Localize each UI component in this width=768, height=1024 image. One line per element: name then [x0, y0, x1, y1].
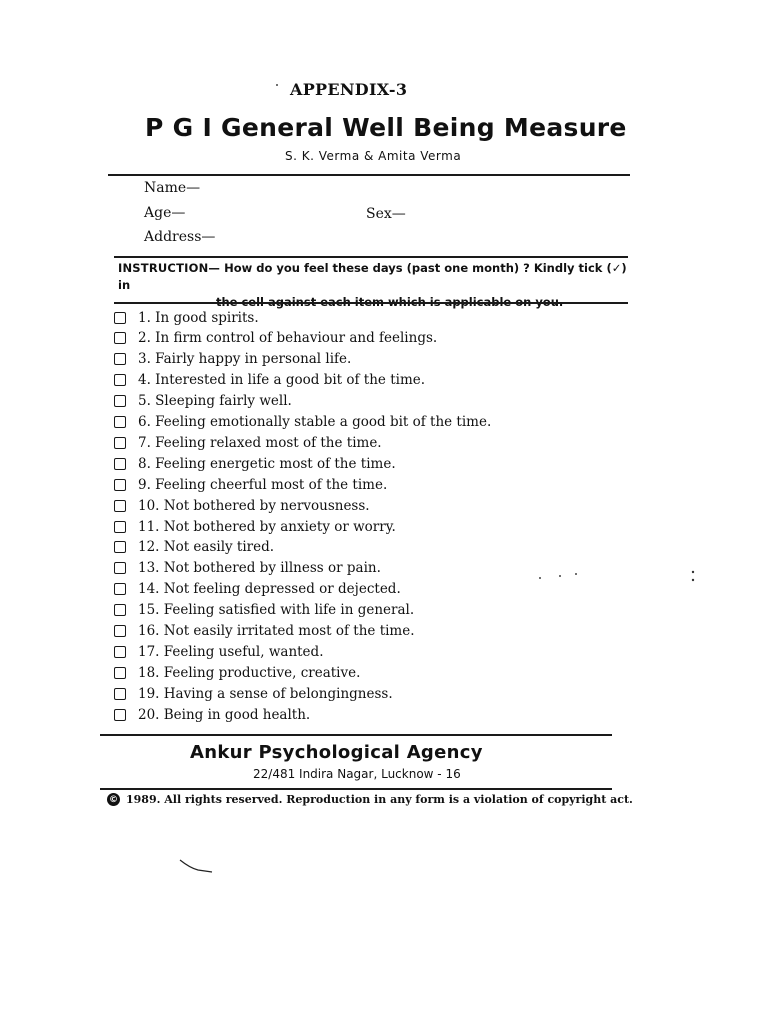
item-label: 14. Not feeling depressed or dejected.: [138, 581, 401, 598]
agency-address: 22/481 Indira Nagar, Lucknow - 16: [253, 767, 461, 781]
item-label: 2. In firm control of behaviour and feelings.: [138, 330, 438, 347]
item-label: 15. Feeling satisfied with life in general.: [138, 602, 415, 619]
instruction-line-1: How do you feel these days (past one month) ? Kindly tick (✓) in: [118, 261, 627, 292]
appendix-heading: APPENDIX-3: [290, 80, 408, 99]
age-field-label: Age—: [144, 205, 186, 221]
item-label: 8. Feeling energetic most of the time.: [138, 455, 396, 472]
item-label: 5. Sleeping fairly well.: [138, 393, 292, 410]
item-label: 11. Not bothered by anxiety or worry.: [138, 518, 396, 535]
item-label: 3. Fairly happy in personal life.: [138, 351, 352, 368]
instruction-label: INSTRUCTION—: [118, 261, 221, 275]
speck: [692, 579, 694, 581]
copyright-text: 1989. All rights reserved. Reproduction in any form is a violation of copyright act.: [126, 793, 633, 806]
item-label: 4. Interested in life a good bit of the time.: [138, 372, 426, 389]
item-label: 13. Not bothered by illness or pain.: [138, 560, 381, 577]
item-label: 6. Feeling emotionally stable a good bit of the time.: [138, 414, 492, 430]
speck: [575, 573, 577, 575]
item-label: 7. Feeling relaxed most of the time.: [138, 434, 382, 451]
item-label: 18. Feeling productive, creative.: [138, 664, 361, 681]
speck: [276, 84, 278, 86]
name-field-label: Name—: [144, 180, 201, 196]
speck: [559, 575, 561, 577]
item-label: 16. Not easily irritated most of the time.: [138, 623, 415, 639]
item-label: 20. Being in good health.: [138, 706, 311, 723]
item-label: 17. Feeling useful, wanted.: [138, 643, 324, 660]
address-field-label: Address—: [144, 229, 216, 245]
item-label: 9. Feeling cheerful most of the time.: [138, 476, 388, 493]
item-label: 12. Not easily tired.: [138, 539, 275, 556]
agency-name: Ankur Psychological Agency: [190, 742, 483, 763]
item-label: 19. Having a sense of belongingness.: [138, 685, 393, 702]
item-label: 10. Not bothered by nervousness.: [138, 497, 370, 514]
copyright-icon: ©: [109, 794, 118, 805]
authors-line: S. K. Verma & Amita Verma: [285, 149, 462, 163]
pen-stroke-mark: [180, 860, 212, 872]
item-label: 1. In good spirits.: [138, 309, 259, 326]
page-title: P G I General Well Being Measure: [145, 113, 627, 142]
speck: [692, 571, 694, 573]
sex-field-label: Sex—: [366, 206, 406, 222]
speck: [539, 577, 541, 579]
